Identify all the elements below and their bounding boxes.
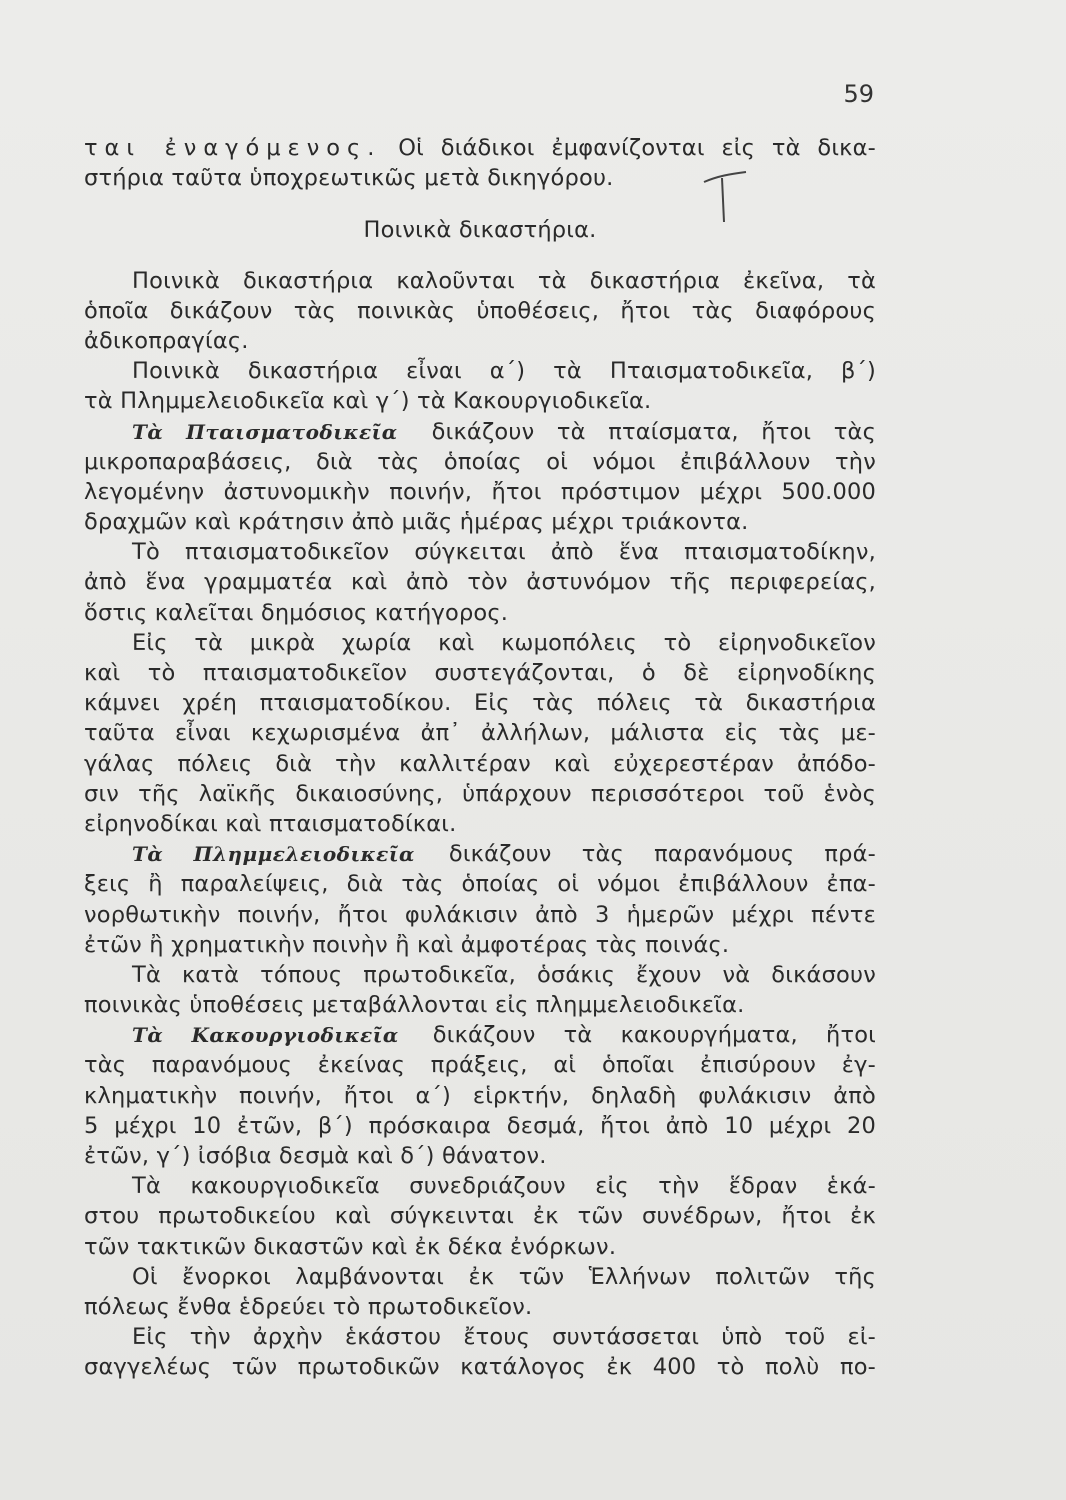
text-line: εἰρηνοδίκαι καὶ πταισματοδίκαι. — [84, 810, 457, 837]
text-line: ξεις ἢ παραλείψεις, διὰ τὰς ὁποίας οἱ νόμοι ἐπιβάλλουν ἐπα- — [84, 871, 876, 898]
text-line: Εἰς τὰ μικρὰ χωρία καὶ κωμοπόλεις τὸ εἰρηνοδικεῖον — [132, 629, 876, 656]
text-line: λεγομένην ἀστυνομικὴν ποινήν, ἤτοι πρόστιμον μέχρι 500.000 — [84, 478, 876, 505]
page-number: 59 — [843, 80, 874, 108]
text-line: ται ἐναγόμενος. Οἱ διάδικοι ἐμφανίζονται εἰς τὰ δικα- — [84, 135, 876, 161]
text-line: Τὰ Κακουργιοδικεῖα δικάζουν τὰ κακουργήματα, ἤτοι — [132, 1022, 876, 1049]
text-line: Ποινικὰ δικαστήρια εἶναι α΄) τὰ Πταισματοδικεῖα, β΄) — [132, 358, 876, 385]
text-line: κληματικὴν ποινήν, ἤτοι α΄) εἱρκτήν, δηλαδὴ φυλάκισιν ἀπὸ — [84, 1082, 876, 1109]
spaced-word: ται ἐναγόμενος. — [84, 135, 382, 161]
text-line: Τὰ κατὰ τόπους πρωτοδικεῖα, ὁσάκις ἔχουν νὰ δικάσουν — [132, 961, 876, 988]
term-heading: Τὰ Κακουργιοδικεῖα — [132, 1023, 399, 1048]
text-line: Εἰς τὴν ἀρχὴν ἑκάστου ἔτους συντάσσεται ὑπὸ τοῦ εἰ- — [132, 1324, 876, 1351]
text-line: ποινικὰς ὑποθέσεις μεταβάλλονται εἰς πλημμελειοδικεῖα. — [84, 992, 745, 1019]
text-line: στήρια ταῦτα ὑποχρεωτικῶς μετὰ δικηγόρου. — [84, 165, 614, 192]
text-line: Τὰ Πλημμελειοδικεῖα δικάζουν τὰς παρανόμους πρά- — [132, 841, 876, 868]
text-line: πόλεως ἔνθα ἑδρεύει τὸ πρωτοδικεῖον. — [84, 1293, 533, 1320]
text-line: στου πρωτοδικείου καὶ σύγκεινται ἐκ τῶν συνέδρων, ἤτοι ἐκ — [84, 1203, 876, 1230]
text-line: Οἱ ἔνορκοι λαμβάνονται ἐκ τῶν Ἑλλήνων πολιτῶν τῆς — [132, 1263, 876, 1290]
text-line: ἀπὸ ἕνα γραμματέα καὶ ἀπὸ τὸν ἀστυνόμον τῆς περιφερείας, — [84, 569, 876, 596]
text-line: τῶν τακτικῶν δικαστῶν καὶ ἐκ δέκα ἐνόρκων. — [84, 1233, 617, 1260]
body-text — [84, 133, 876, 1383]
text-line: καὶ τὸ πταισματοδικεῖον συστεγάζονται, ὁ δὲ εἰρηνοδίκης — [84, 660, 876, 686]
text-line: Ποινικὰ δικαστήρια καλοῦνται τὰ δικαστήρια ἐκεῖνα, τὰ — [132, 267, 876, 294]
text-line: ἐτῶν ἢ χρηματικὴν ποινὴν ἢ καὶ ἀμφοτέρας τὰς ποινάς. — [84, 931, 730, 958]
text-line: Τὰ Πταισματοδικεῖα δικάζουν τὰ πταίσματα, ἤτοι τὰς — [132, 418, 876, 445]
text-line: 5 μέχρι 10 ἐτῶν, β΄) πρόσκαιρα δεσμά, ἤτοι ἀπὸ 10 μέχρι 20 — [84, 1112, 876, 1139]
text-line: Τὰ κακουργιοδικεῖα συνεδριάζουν εἰς τὴν ἕδραν ἑκά- — [132, 1173, 876, 1200]
text-line: κάμνει χρέη πταισματοδίκου. Εἰς τὰς πόλεις τὰ δικαστήρια — [84, 690, 876, 717]
text-line: νορθωτικὴν ποινήν, ἤτοι φυλάκισιν ἀπὸ 3 ἡμερῶν μέχρι πέντε — [84, 901, 876, 928]
text-line: τὰς παρανόμους ἐκείνας πράξεις, αἱ ὁποῖαι ἐπισύρουν ἐγ- — [84, 1052, 876, 1079]
text-line: ὁποῖα δικάζουν τὰς ποινικὰς ὑποθέσεις, ἤτοι τὰς διαφόρους — [84, 297, 876, 324]
text-line: ἀδικοπραγίας. — [84, 327, 249, 354]
text-line: ἐτῶν, γ΄) ἰσόβια δεσμὰ καὶ δ΄) θάνατον. — [84, 1143, 547, 1169]
text-line: σιν τῆς λαϊκῆς δικαιοσύνης, ὑπάρχουν περισσότεροι τοῦ ἑνὸς — [84, 780, 876, 807]
text-line: ὅστις καλεῖται δημόσιος κατήγορος. — [84, 599, 509, 626]
term-heading: Τὰ Πταισματοδικεῖα — [132, 419, 398, 444]
section-heading: Ποινικὰ δικαστήρια. — [363, 217, 597, 244]
text-line: μικροπαραβάσεις, διὰ τὰς ὁποίας οἱ νόμοι ἐπιβάλλουν τὴν — [84, 448, 876, 475]
text-line: Τὸ πταισματοδικεῖον σύγκειται ἀπὸ ἕνα πταισματοδίκην, — [132, 539, 876, 566]
text-line: δραχμῶν καὶ κράτησιν ἀπὸ μιᾶς ἡμέρας μέχρι τριάκοντα. — [84, 509, 749, 536]
term-heading: Τὰ Πλημμελειοδικεῖα — [132, 842, 415, 867]
text-line: γάλας πόλεις διὰ τὴν καλλιτέραν καὶ εὐχερεστέραν ἀπόδο- — [84, 750, 876, 777]
text-line: ταῦτα εἶναι κεχωρισμένα ἀπ᾽ ἀλλήλων, μάλιστα εἰς τὰς με- — [84, 720, 876, 747]
text-line: τὰ Πλημμελειοδικεῖα καὶ γ΄) τὰ Κακουργιοδικεῖα. — [84, 388, 652, 415]
text-line: σαγγελέως τῶν πρωτοδικῶν κατάλογος ἐκ 400 τὸ πολὺ πο- — [84, 1354, 876, 1381]
